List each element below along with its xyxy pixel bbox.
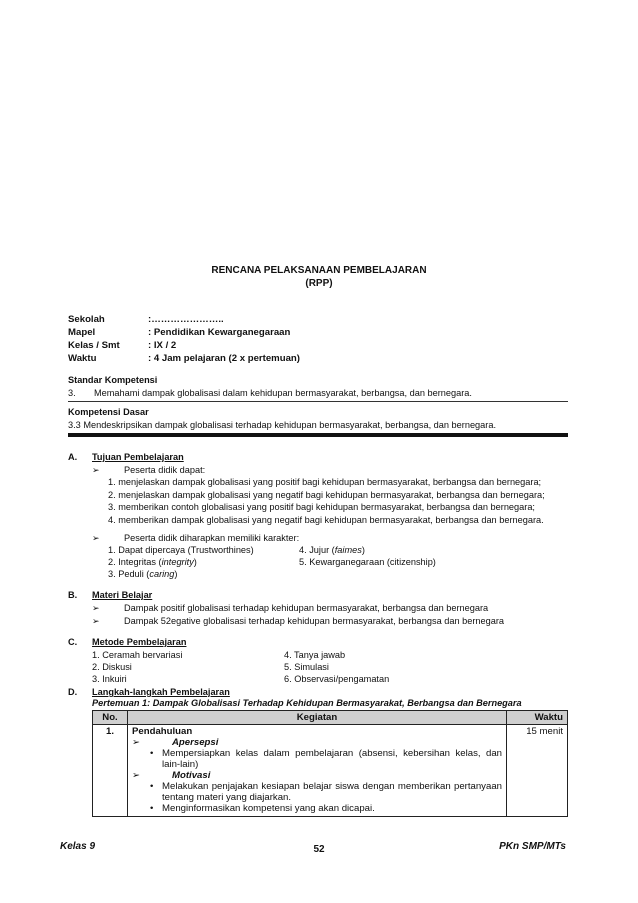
metode-item: 4. Tanya jawab	[284, 650, 346, 660]
arrow-bullet-icon: ➢	[92, 603, 100, 613]
arrow-bullet-icon: ➢	[92, 616, 100, 626]
bullet-icon: •	[150, 803, 154, 814]
karakter-item: 2. Integritas (integrity)	[108, 557, 197, 567]
sub-heading-apersepsi: ➢ Apersepsi	[132, 737, 219, 748]
identity-value-waktu: : 4 Jam pelajaran (2 x pertemuan)	[148, 353, 300, 364]
materi-item: ➢ Dampak 52egative globalisasi terhadap kehidupan bermasyarakat, berbangsa dan bernegara	[92, 616, 505, 626]
arrow-bullet-icon: ➢	[132, 770, 141, 781]
row-no: 1.	[93, 725, 128, 817]
metode-item: 6. Observasi/pengamatan	[284, 674, 390, 684]
identity-label-kelas: Kelas / Smt	[68, 340, 120, 351]
row-kegiatan	[128, 725, 507, 817]
row-waktu: 15 menit	[507, 725, 568, 817]
metode-item: 3. Inkuiri	[92, 674, 127, 684]
karakter-item: 5. Kewarganegaraan (citizenship)	[299, 557, 436, 567]
langkah-heading: Langkah-langkah Pembelajaran	[92, 687, 230, 697]
section-divider	[68, 433, 568, 437]
arrow-bullet-icon: ➢	[92, 465, 100, 475]
standar-underline	[68, 401, 568, 402]
sub-heading-motivasi: ➢ Motivasi	[132, 770, 211, 781]
metode-item: 5. Simulasi	[284, 662, 329, 672]
identity-value-kelas: : IX / 2	[148, 340, 177, 351]
arrow-bullet-icon: ➢	[132, 737, 141, 748]
phase-label: Pendahuluan	[132, 726, 193, 737]
col-header-kegiatan: Kegiatan	[128, 711, 507, 725]
karakter-intro-row	[92, 533, 299, 544]
tujuan-intro: Peserta didik dapat:	[124, 465, 206, 475]
identity-value-sekolah: :…………………..	[148, 314, 224, 325]
materi-letter: B.	[68, 590, 78, 600]
footer-right: PKn SMP/MTs	[499, 841, 566, 852]
metode-heading: Metode Pembelajaran	[92, 637, 187, 647]
tujuan-letter: A.	[68, 452, 78, 462]
bullet-icon: •	[150, 748, 154, 759]
metode-item: 2. Diskusi	[92, 662, 132, 672]
col-header-no: No.	[93, 711, 128, 725]
footer-left: Kelas 9	[60, 841, 96, 852]
bullet-item: • Menginformasikan kompetensi yang akan dicapai.	[150, 803, 375, 814]
identity-value-mapel: : Pendidikan Kewarganegaraan	[148, 327, 291, 338]
kompetensi-text: 3.3 Mendeskripsikan dampak globalisasi terhadap kehidupan bermasyarakat, berbangsa, dan bernegara.	[68, 420, 496, 430]
tujuan-item: 3. memberikan contoh globalisasi yang positif bagi kehidupan bermasyarakat, berbangsa dan bernegara;	[108, 502, 535, 512]
tujuan-item: 4. memberikan dampak globalisasi yang negatif bagi kehidupan bermasyarakat, berbangsa dan bernegara.	[108, 515, 544, 525]
bullet-item: • Melakukan penjajakan kesiapan belajar siswa dengan memberikan pertanyaan tentang materi yang diajarkan.	[150, 781, 502, 803]
identity-label-waktu: Waktu	[68, 353, 97, 364]
langkah-letter: D.	[68, 687, 78, 697]
document-title: RENCANA PELAKSANAAN PEMBELAJARAN	[211, 265, 427, 276]
pertemuan-title: Pertemuan 1: Dampak Globalisasi Terhadap Kehidupan Bermasyarakat, Berbangsa dan Bernegara	[92, 698, 522, 708]
col-header-waktu: Waktu	[507, 711, 568, 725]
tujuan-item: 2. menjelaskan dampak globalisasi yang negatif bagi kehidupan bermasyarakat, berbangsa dan bernegara;	[108, 490, 545, 500]
metode-item: 1. Ceramah bervariasi	[92, 650, 183, 660]
karakter-item: 4. Jujur (faimes)	[299, 545, 365, 555]
standar-text: Memahami dampak globalisasi dalam kehidupan bermasyarakat, berbangsa, dan bernegara.	[94, 388, 472, 398]
materi-item: ➢ Dampak positif globalisasi terhadap kehidupan bermasyarakat, berbangsa dan bernegara	[92, 603, 489, 613]
table-header-row	[93, 711, 568, 725]
page-number: 52	[313, 844, 325, 855]
karakter-intro: Peserta didik diharapkan memiliki karakter:	[124, 533, 300, 543]
materi-heading: Materi Belajar	[92, 590, 153, 600]
tujuan-item: 1. menjelaskan dampak globalisasi yang positif bagi kehidupan bermasyarakat, berbangsa dan bernegara;	[108, 477, 542, 487]
identity-label-sekolah: Sekolah	[68, 314, 105, 325]
bullet-icon: •	[150, 781, 154, 792]
karakter-item: 3. Peduli (caring)	[108, 569, 178, 579]
arrow-bullet-icon: ➢	[92, 533, 100, 543]
karakter-item: 1. Dapat dipercaya (Trustworthines)	[108, 545, 254, 555]
langkah-table	[92, 710, 568, 817]
identity-label-mapel: Mapel	[68, 327, 96, 338]
bullet-item: • Mempersiapkan kelas dalam pembelajaran (absensi, kebersihan kelas, dan lain-lain)	[150, 748, 502, 770]
tujuan-heading: Tujuan Pembelajaran	[92, 452, 184, 462]
table-row	[93, 725, 568, 817]
kompetensi-heading: Kompetensi Dasar	[68, 407, 149, 417]
standar-heading: Standar Kompetensi	[68, 375, 158, 385]
standar-number: 3.	[68, 388, 76, 398]
metode-letter: C.	[68, 637, 78, 647]
tujuan-intro-row	[92, 465, 205, 476]
document-subtitle: (RPP)	[305, 278, 333, 289]
